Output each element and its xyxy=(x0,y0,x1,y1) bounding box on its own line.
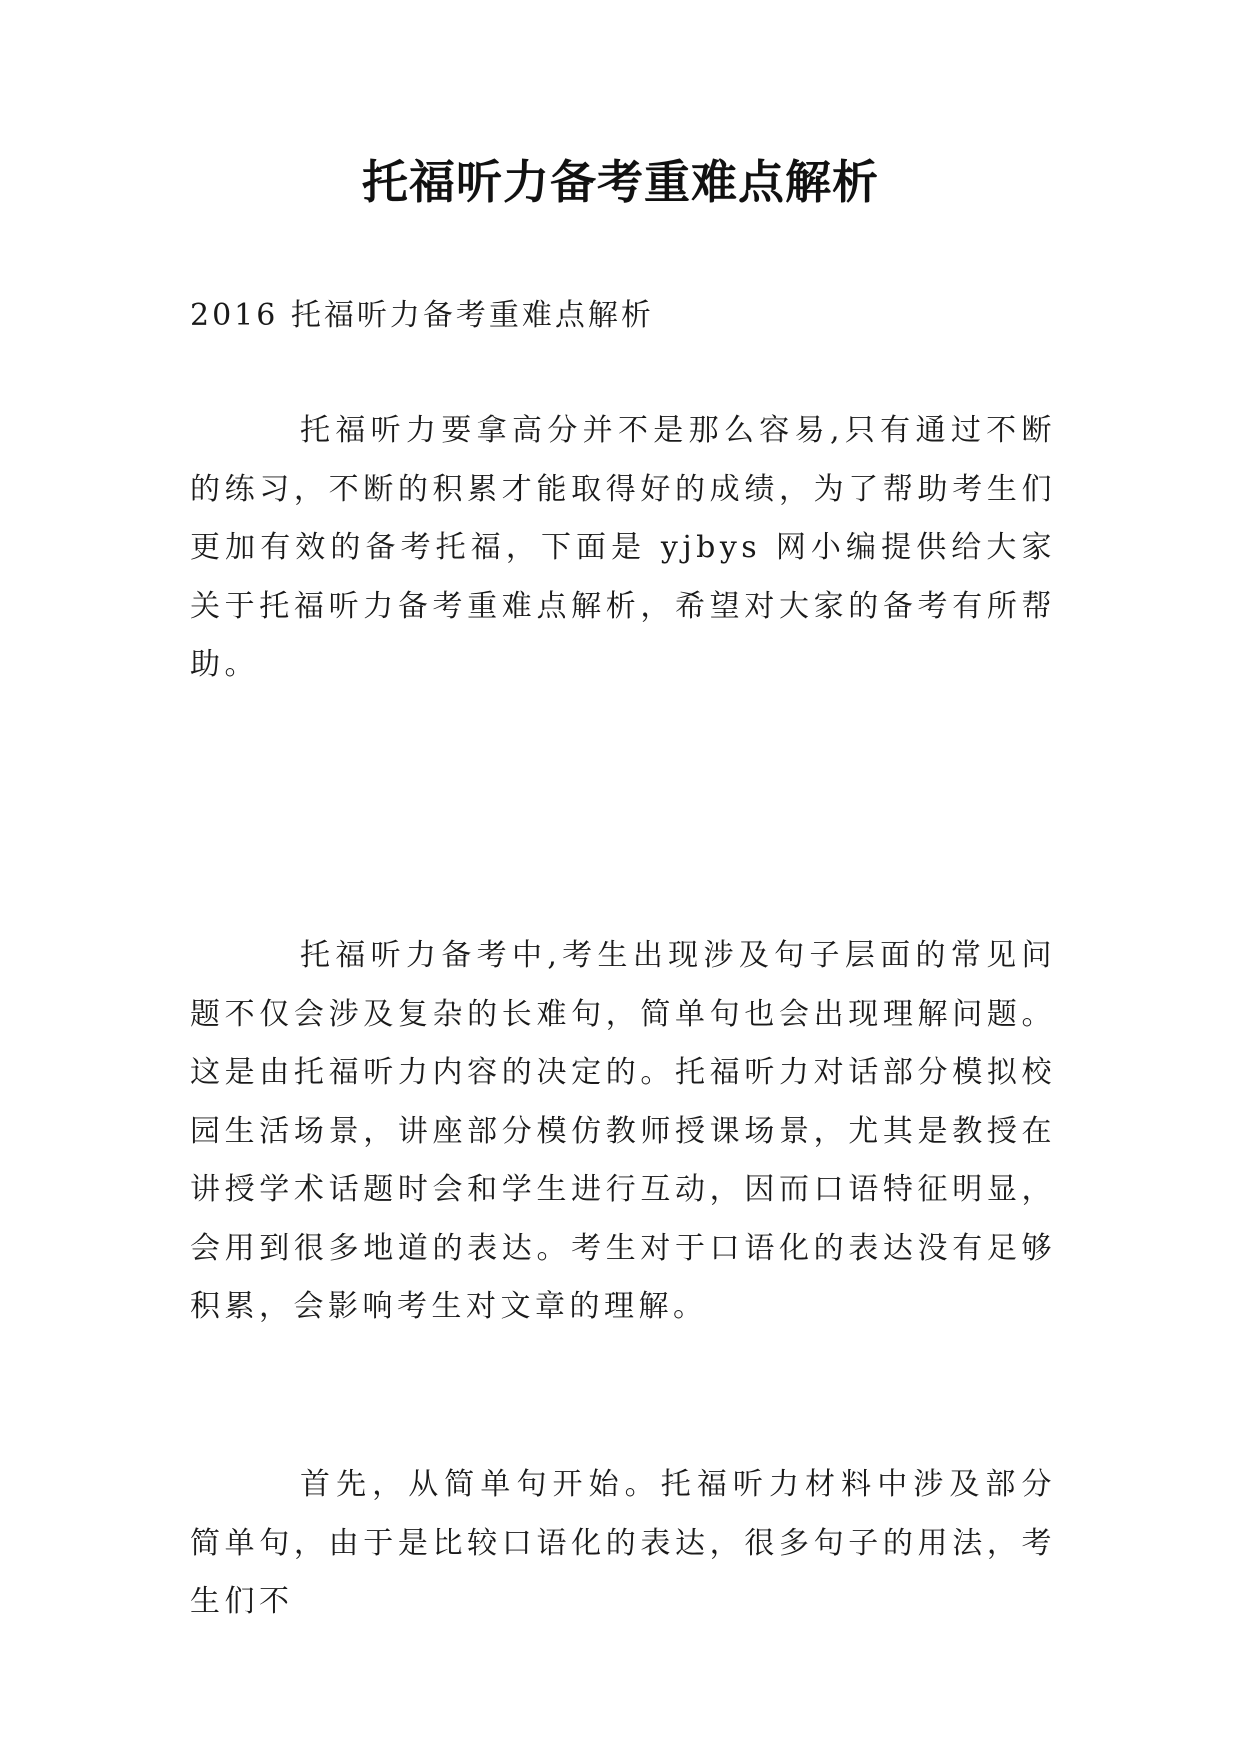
paragraph-intro: 托福听力要拿高分并不是那么容易,只有通过不断的练习，不断的积累才能取得好的成绩，为了帮助考生们更加有效的备考托福，下面是 yjbys 网小编提供给大家关于托福听力备考重难点解析，希望对大家的备考有所帮助。 xyxy=(190,413,1056,682)
document-subtitle: 2016 托福听力备考重难点解析 xyxy=(190,298,654,333)
paragraph-sentence-issues: 托福听力备考中,考生出现涉及句子层面的常见问题不仅会涉及复杂的长难句，简单句也会出现理解问题。这是由托福听力内容的决定的。托福听力对话部分模拟校园生活场景，讲座部分模仿教师授课场景，尤其是教授在讲授学术话题时会和学生进行互动，因而口语特征明显，会用到很多地道的表达。考生对于口语化的表达没有足够积累，会影响考生对文章的理解。 xyxy=(190,938,1056,1324)
paragraph-simple-sentences: 首先，从简单句开始。托福听力材料中涉及部分简单句，由于是比较口语化的表达，很多句子的用法，考生们不 xyxy=(190,1467,1056,1619)
document-title: 托福听力备考重难点解析 xyxy=(362,155,879,209)
